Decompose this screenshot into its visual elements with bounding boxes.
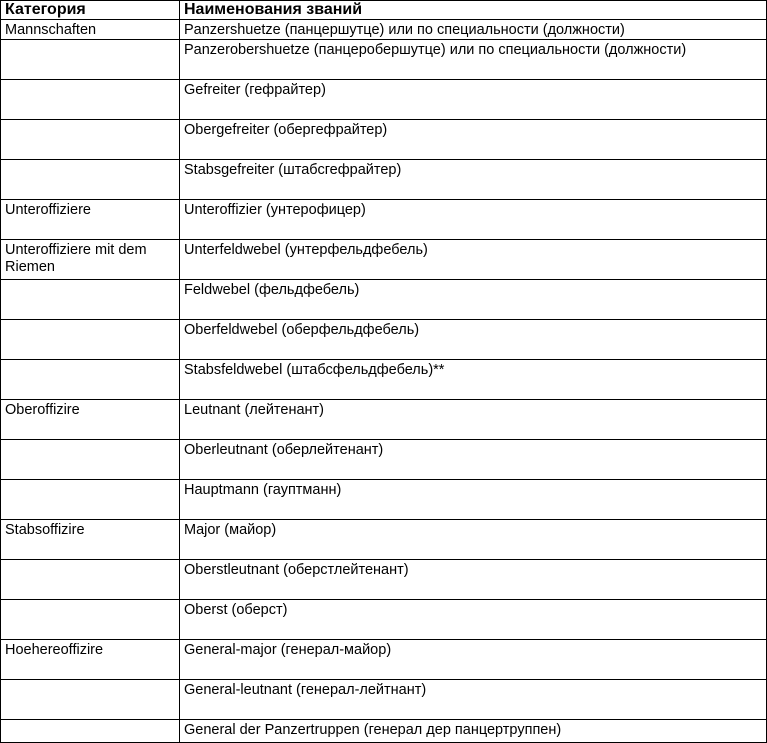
rank-cell: Oberleutnant (оберлейтенант) [180, 440, 767, 480]
category-cell [1, 680, 180, 720]
table-row [1, 240, 767, 280]
rank-cell: General der Panzertruppen (генерал дер панцертруппен) [180, 720, 767, 743]
rank-cell: Oberfeldwebel (оберфельдфебель) [180, 320, 767, 360]
rank-cell: General-major (генерал-майор) [180, 640, 767, 680]
header-ranks: Наименования званий [180, 1, 767, 20]
header-category: Категория [1, 1, 180, 20]
category-cell [1, 360, 180, 400]
rank-cell: Hauptmann (гауптманн) [180, 480, 767, 520]
table-row [1, 440, 767, 480]
table-row [1, 40, 767, 80]
category-cell [1, 80, 180, 120]
table-row [1, 640, 767, 680]
category-cell: Unteroffiziere mit dem Riemen [1, 240, 180, 280]
category-cell: Oberoffizire [1, 400, 180, 440]
category-cell [1, 320, 180, 360]
table-row [1, 120, 767, 160]
category-cell [1, 40, 180, 80]
table-row [1, 160, 767, 200]
table-row [1, 480, 767, 520]
category-cell [1, 440, 180, 480]
rank-cell: Obergefreiter (обергефрайтер) [180, 120, 767, 160]
category-cell: Unteroffiziere [1, 200, 180, 240]
rank-cell: Stabsfeldwebel (штабсфельдфебель)** [180, 360, 767, 400]
category-cell [1, 120, 180, 160]
table-row [1, 720, 767, 743]
rank-cell: Oberstleutnant (оберстлейтенант) [180, 560, 767, 600]
table-row [1, 280, 767, 320]
table-row [1, 80, 767, 120]
rank-cell: Feldwebel (фельдфебель) [180, 280, 767, 320]
category-cell: Mannschaften [1, 20, 180, 40]
category-cell [1, 560, 180, 600]
table-row [1, 200, 767, 240]
header-row [1, 1, 767, 20]
rank-cell: General-leutnant (генерал-лейтнант) [180, 680, 767, 720]
table-row [1, 320, 767, 360]
table-row [1, 560, 767, 600]
rank-cell: Panzershuetze (панцершутце) или по специальности (должности) [180, 20, 767, 40]
table-row [1, 360, 767, 400]
rank-cell: Oberst (оберст) [180, 600, 767, 640]
rank-cell: Stabsgefreiter (штабсгефрайтер) [180, 160, 767, 200]
rank-cell: Major (майор) [180, 520, 767, 560]
table-row [1, 400, 767, 440]
category-cell [1, 720, 180, 743]
table-row [1, 20, 767, 40]
table-row [1, 600, 767, 640]
table-row [1, 680, 767, 720]
rank-cell: Panzerobershuetze (панцеробершутце) или по специальности (должности) [180, 40, 767, 80]
category-cell [1, 280, 180, 320]
rank-cell: Unterfeldwebel (унтерфельдфебель) [180, 240, 767, 280]
category-cell [1, 160, 180, 200]
rank-cell: Leutnant (лейтенант) [180, 400, 767, 440]
category-cell: Hoehereoffizire [1, 640, 180, 680]
category-cell: Stabsoffizire [1, 520, 180, 560]
category-cell [1, 600, 180, 640]
table-row [1, 520, 767, 560]
rank-cell: Unteroffizier (унтерофицер) [180, 200, 767, 240]
category-cell [1, 480, 180, 520]
rank-cell: Gefreiter (гефрайтер) [180, 80, 767, 120]
